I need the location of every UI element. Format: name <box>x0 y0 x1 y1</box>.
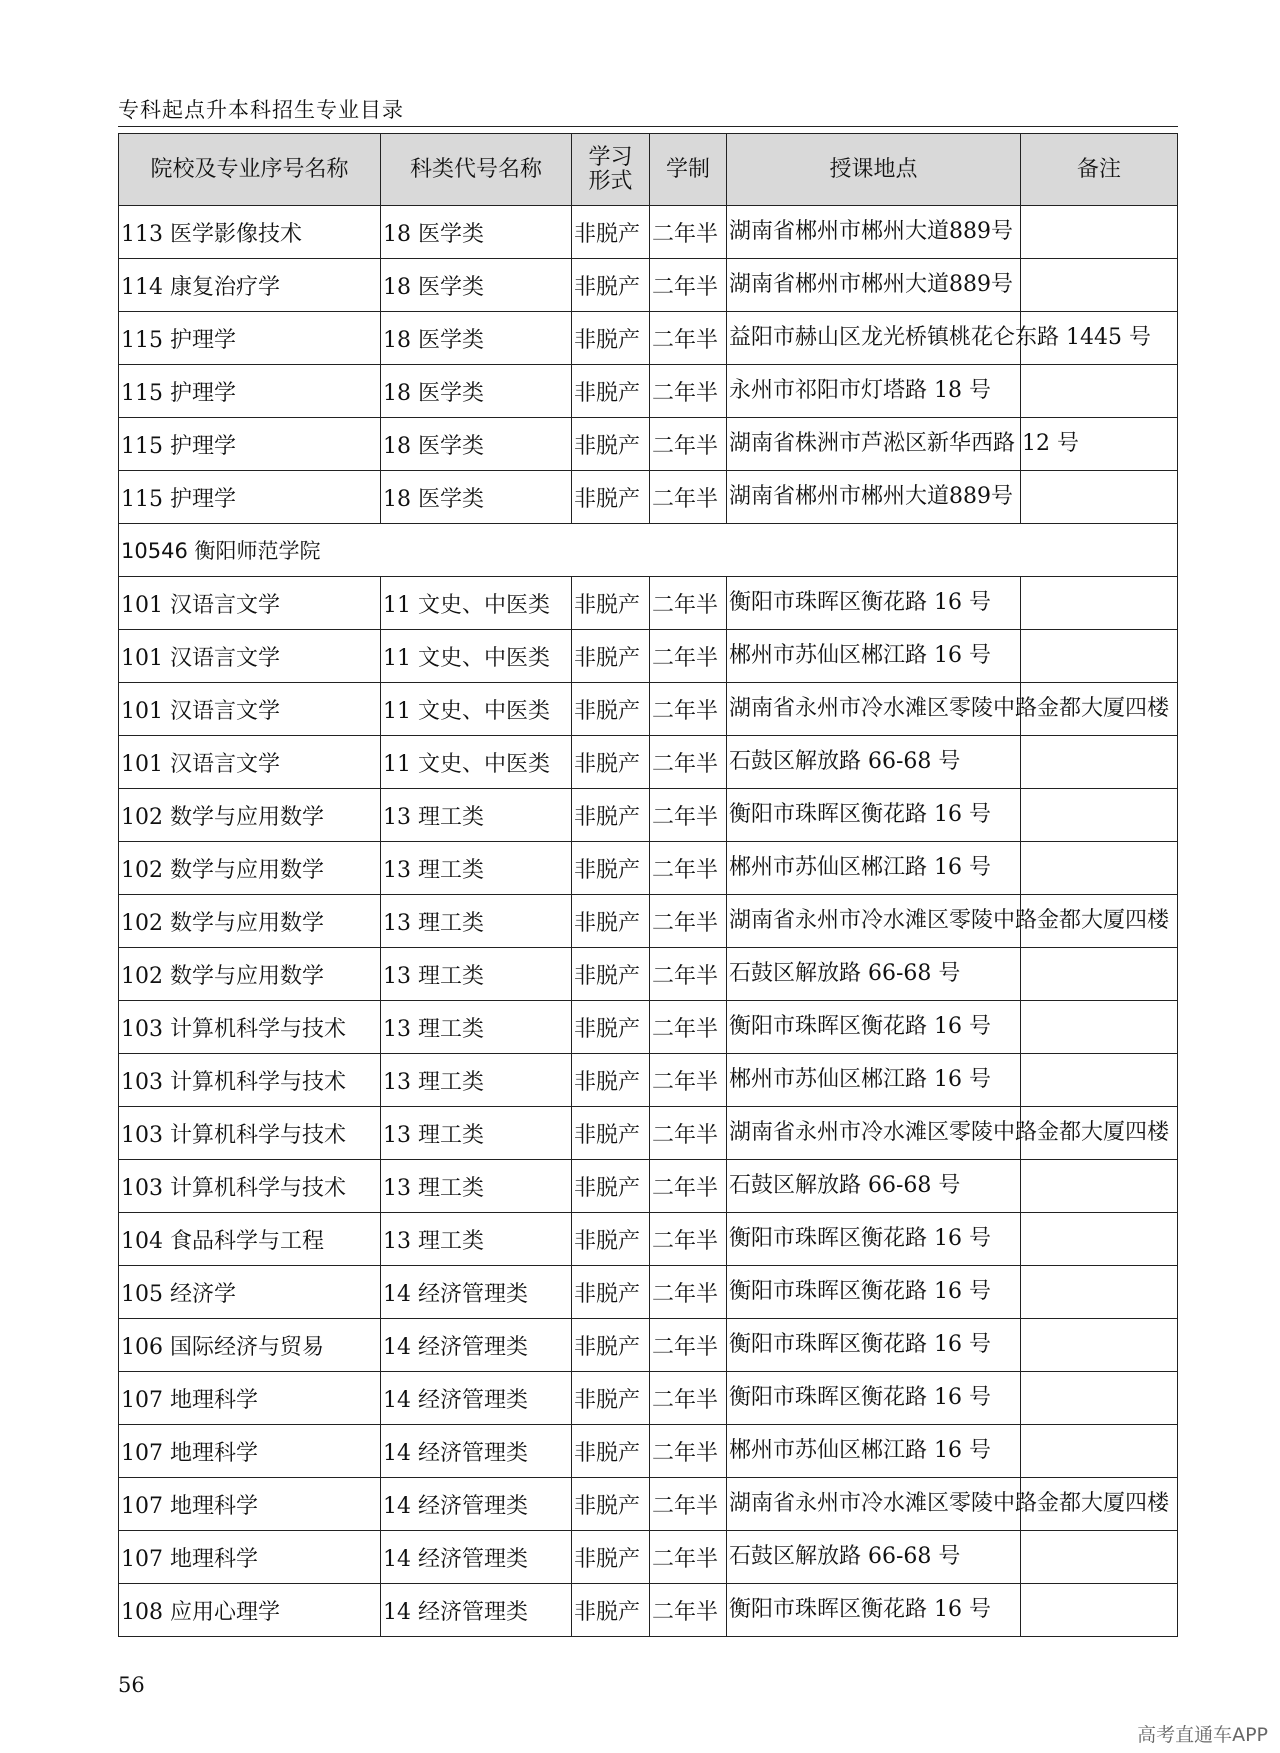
table-row <box>119 1054 1178 1107</box>
cell-duration: 二年半 <box>650 471 727 524</box>
cell-form: 非脱产 <box>572 842 650 895</box>
cell-major: 102 数学与应用数学 <box>119 948 381 1001</box>
cell-location: 石鼓区解放路 66-68 号 <box>727 1160 1021 1213</box>
cell-form: 非脱产 <box>572 418 650 471</box>
cell-note <box>1021 842 1178 895</box>
table-row <box>119 1266 1178 1319</box>
col-header-note: 备注 <box>1021 134 1178 206</box>
cell-major: 103 计算机科学与技术 <box>119 1054 381 1107</box>
running-header: 专科起点升本科招生专业目录 <box>118 98 404 122</box>
cell-category: 14 经济管理类 <box>381 1266 572 1319</box>
col-header-form <box>572 134 650 206</box>
cell-category: 11 文史、中医类 <box>381 683 572 736</box>
cell-category: 11 文史、中医类 <box>381 577 572 630</box>
table-row <box>119 1319 1178 1372</box>
cell-location: 衡阳市珠晖区衡花路 16 号 <box>727 789 1021 842</box>
cell-duration: 二年半 <box>650 895 727 948</box>
col-header-form-line2: 形式 <box>588 168 633 194</box>
cell-location: 衡阳市珠晖区衡花路 16 号 <box>727 1584 1021 1637</box>
cell-duration: 二年半 <box>650 1001 727 1054</box>
table-row <box>119 1425 1178 1478</box>
cell-location: 衡阳市珠晖区衡花路 16 号 <box>727 1319 1021 1372</box>
cell-major: 115 护理学 <box>119 471 381 524</box>
cell-duration: 二年半 <box>650 1107 727 1160</box>
header-rule <box>118 126 1178 127</box>
cell-major: 101 汉语言文学 <box>119 630 381 683</box>
cell-form: 非脱产 <box>572 1107 650 1160</box>
cell-location: 郴州市苏仙区郴江路 16 号 <box>727 842 1021 895</box>
cell-location: 郴州市苏仙区郴江路 16 号 <box>727 1054 1021 1107</box>
cell-category: 14 经济管理类 <box>381 1478 572 1531</box>
cell-major: 101 汉语言文学 <box>119 736 381 789</box>
cell-form: 非脱产 <box>572 1001 650 1054</box>
cell-duration: 二年半 <box>650 418 727 471</box>
cell-major: 115 护理学 <box>119 312 381 365</box>
table-row <box>119 418 1178 471</box>
cell-duration: 二年半 <box>650 206 727 259</box>
cell-note <box>1021 1319 1178 1372</box>
cell-major: 105 经济学 <box>119 1266 381 1319</box>
cell-location: 郴州市苏仙区郴江路 16 号 <box>727 1425 1021 1478</box>
cell-duration: 二年半 <box>650 1213 727 1266</box>
cell-location: 郴州市苏仙区郴江路 16 号 <box>727 630 1021 683</box>
cell-duration: 二年半 <box>650 1478 727 1531</box>
cell-category: 13 理工类 <box>381 1001 572 1054</box>
cell-category: 13 理工类 <box>381 1107 572 1160</box>
cell-category: 11 文史、中医类 <box>381 630 572 683</box>
cell-note <box>1021 1372 1178 1425</box>
cell-location: 湖南省永州市冷水滩区零陵中路金都大厦四楼 <box>727 895 1021 948</box>
cell-form: 非脱产 <box>572 1425 650 1478</box>
catalog-table <box>118 133 1178 1637</box>
table-row <box>119 365 1178 418</box>
cell-form: 非脱产 <box>572 259 650 312</box>
table-row <box>119 471 1178 524</box>
table-row <box>119 1001 1178 1054</box>
cell-category: 18 医学类 <box>381 206 572 259</box>
cell-major: 107 地理科学 <box>119 1531 381 1584</box>
cell-category: 18 医学类 <box>381 312 572 365</box>
cell-form: 非脱产 <box>572 630 650 683</box>
col-header-category: 科类代号名称 <box>381 134 572 206</box>
col-header-form-line1: 学习 <box>588 144 633 170</box>
cell-major: 107 地理科学 <box>119 1372 381 1425</box>
cell-form: 非脱产 <box>572 1160 650 1213</box>
cell-location: 石鼓区解放路 66-68 号 <box>727 948 1021 1001</box>
cell-duration: 二年半 <box>650 948 727 1001</box>
cell-duration: 二年半 <box>650 1584 727 1637</box>
cell-note <box>1021 1266 1178 1319</box>
table-row <box>119 259 1178 312</box>
cell-note <box>1021 948 1178 1001</box>
table-row <box>119 1213 1178 1266</box>
cell-major: 102 数学与应用数学 <box>119 789 381 842</box>
cell-major: 107 地理科学 <box>119 1425 381 1478</box>
col-header-major: 院校及专业序号名称 <box>119 134 381 206</box>
cell-duration: 二年半 <box>650 259 727 312</box>
cell-location: 衡阳市珠晖区衡花路 16 号 <box>727 1372 1021 1425</box>
cell-location: 永州市祁阳市灯塔路 18 号 <box>727 365 1021 418</box>
cell-major: 103 计算机科学与技术 <box>119 1001 381 1054</box>
page-number: 56 <box>118 1673 145 1697</box>
cell-duration: 二年半 <box>650 789 727 842</box>
cell-category: 14 经济管理类 <box>381 1531 572 1584</box>
cell-major: 102 数学与应用数学 <box>119 842 381 895</box>
cell-duration: 二年半 <box>650 1425 727 1478</box>
cell-duration: 二年半 <box>650 577 727 630</box>
cell-form: 非脱产 <box>572 206 650 259</box>
cell-major: 102 数学与应用数学 <box>119 895 381 948</box>
cell-location: 湖南省永州市冷水滩区零陵中路金都大厦四楼 <box>727 683 1021 736</box>
cell-form: 非脱产 <box>572 948 650 1001</box>
table-row <box>119 206 1178 259</box>
cell-form: 非脱产 <box>572 1054 650 1107</box>
cell-location: 湖南省郴州市郴州大道889号 <box>727 206 1021 259</box>
cell-note <box>1021 471 1178 524</box>
cell-note <box>1021 1160 1178 1213</box>
cell-category: 14 经济管理类 <box>381 1372 572 1425</box>
cell-duration: 二年半 <box>650 1160 727 1213</box>
cell-form: 非脱产 <box>572 471 650 524</box>
cell-note <box>1021 577 1178 630</box>
cell-form: 非脱产 <box>572 895 650 948</box>
cell-form: 非脱产 <box>572 683 650 736</box>
cell-duration: 二年半 <box>650 842 727 895</box>
cell-location: 益阳市赫山区龙光桥镇桃花仑东路 1445 号 <box>727 312 1021 365</box>
table-row <box>119 789 1178 842</box>
cell-duration: 二年半 <box>650 365 727 418</box>
table-row <box>119 948 1178 1001</box>
cell-major: 115 护理学 <box>119 365 381 418</box>
cell-category: 13 理工类 <box>381 789 572 842</box>
section-row <box>119 524 1178 577</box>
cell-form: 非脱产 <box>572 736 650 789</box>
watermark: 高考直通车APP <box>1137 1724 1268 1746</box>
cell-duration: 二年半 <box>650 683 727 736</box>
cell-location: 湖南省郴州市郴州大道889号 <box>727 259 1021 312</box>
cell-note <box>1021 1425 1178 1478</box>
cell-duration: 二年半 <box>650 312 727 365</box>
table-row <box>119 895 1178 948</box>
table-row <box>119 1478 1178 1531</box>
cell-duration: 二年半 <box>650 1054 727 1107</box>
cell-category: 18 医学类 <box>381 471 572 524</box>
cell-location: 石鼓区解放路 66-68 号 <box>727 1531 1021 1584</box>
cell-category: 11 文史、中医类 <box>381 736 572 789</box>
cell-duration: 二年半 <box>650 1266 727 1319</box>
cell-duration: 二年半 <box>650 1372 727 1425</box>
cell-major: 101 汉语言文学 <box>119 577 381 630</box>
cell-category: 13 理工类 <box>381 1160 572 1213</box>
cell-form: 非脱产 <box>572 577 650 630</box>
cell-form: 非脱产 <box>572 1266 650 1319</box>
cell-category: 18 医学类 <box>381 418 572 471</box>
cell-major: 103 计算机科学与技术 <box>119 1107 381 1160</box>
cell-duration: 二年半 <box>650 1319 727 1372</box>
cell-note <box>1021 1531 1178 1584</box>
table-body <box>119 206 1178 1637</box>
table-row <box>119 1584 1178 1637</box>
cell-major: 104 食品科学与工程 <box>119 1213 381 1266</box>
cell-form: 非脱产 <box>572 789 650 842</box>
cell-location: 衡阳市珠晖区衡花路 16 号 <box>727 1213 1021 1266</box>
cell-duration: 二年半 <box>650 630 727 683</box>
cell-form: 非脱产 <box>572 1584 650 1637</box>
cell-category: 14 经济管理类 <box>381 1584 572 1637</box>
cell-note <box>1021 736 1178 789</box>
table-row <box>119 736 1178 789</box>
cell-location: 湖南省株洲市芦淞区新华西路 12 号 <box>727 418 1021 471</box>
cell-form: 非脱产 <box>572 1372 650 1425</box>
cell-location: 湖南省永州市冷水滩区零陵中路金都大厦四楼 <box>727 1107 1021 1160</box>
cell-major: 115 护理学 <box>119 418 381 471</box>
cell-location: 衡阳市珠晖区衡花路 16 号 <box>727 1266 1021 1319</box>
cell-category: 13 理工类 <box>381 948 572 1001</box>
cell-location: 湖南省郴州市郴州大道889号 <box>727 471 1021 524</box>
cell-note <box>1021 206 1178 259</box>
cell-note <box>1021 1584 1178 1637</box>
cell-category: 13 理工类 <box>381 842 572 895</box>
cell-note <box>1021 1001 1178 1054</box>
cell-major: 107 地理科学 <box>119 1478 381 1531</box>
table-row <box>119 1531 1178 1584</box>
cell-location: 石鼓区解放路 66-68 号 <box>727 736 1021 789</box>
cell-note <box>1021 259 1178 312</box>
cell-major: 106 国际经济与贸易 <box>119 1319 381 1372</box>
cell-category: 13 理工类 <box>381 1054 572 1107</box>
cell-duration: 二年半 <box>650 736 727 789</box>
table-header <box>119 134 1178 206</box>
cell-major: 114 康复治疗学 <box>119 259 381 312</box>
cell-category: 18 医学类 <box>381 259 572 312</box>
cell-location: 衡阳市珠晖区衡花路 16 号 <box>727 1001 1021 1054</box>
cell-note <box>1021 789 1178 842</box>
cell-form: 非脱产 <box>572 365 650 418</box>
section-label: 10546 衡阳师范学院 <box>119 524 1178 577</box>
cell-form: 非脱产 <box>572 1531 650 1584</box>
cell-form: 非脱产 <box>572 1213 650 1266</box>
cell-location: 湖南省永州市冷水滩区零陵中路金都大厦四楼 <box>727 1478 1021 1531</box>
cell-form: 非脱产 <box>572 312 650 365</box>
cell-category: 14 经济管理类 <box>381 1319 572 1372</box>
cell-major: 113 医学影像技术 <box>119 206 381 259</box>
cell-form: 非脱产 <box>572 1319 650 1372</box>
table-row <box>119 1160 1178 1213</box>
table-row <box>119 577 1178 630</box>
table-row <box>119 683 1178 736</box>
cell-category: 18 医学类 <box>381 365 572 418</box>
cell-major: 101 汉语言文学 <box>119 683 381 736</box>
cell-note <box>1021 1213 1178 1266</box>
cell-major: 103 计算机科学与技术 <box>119 1160 381 1213</box>
table-row <box>119 1372 1178 1425</box>
cell-duration: 二年半 <box>650 1531 727 1584</box>
table-row <box>119 312 1178 365</box>
cell-note <box>1021 365 1178 418</box>
cell-category: 13 理工类 <box>381 895 572 948</box>
cell-category: 14 经济管理类 <box>381 1425 572 1478</box>
cell-note <box>1021 1054 1178 1107</box>
col-header-duration: 学制 <box>650 134 727 206</box>
table-row <box>119 1107 1178 1160</box>
cell-category: 13 理工类 <box>381 1213 572 1266</box>
table-row <box>119 842 1178 895</box>
col-header-location: 授课地点 <box>727 134 1021 206</box>
cell-major: 108 应用心理学 <box>119 1584 381 1637</box>
cell-form: 非脱产 <box>572 1478 650 1531</box>
table-row <box>119 630 1178 683</box>
cell-location: 衡阳市珠晖区衡花路 16 号 <box>727 577 1021 630</box>
cell-note <box>1021 630 1178 683</box>
